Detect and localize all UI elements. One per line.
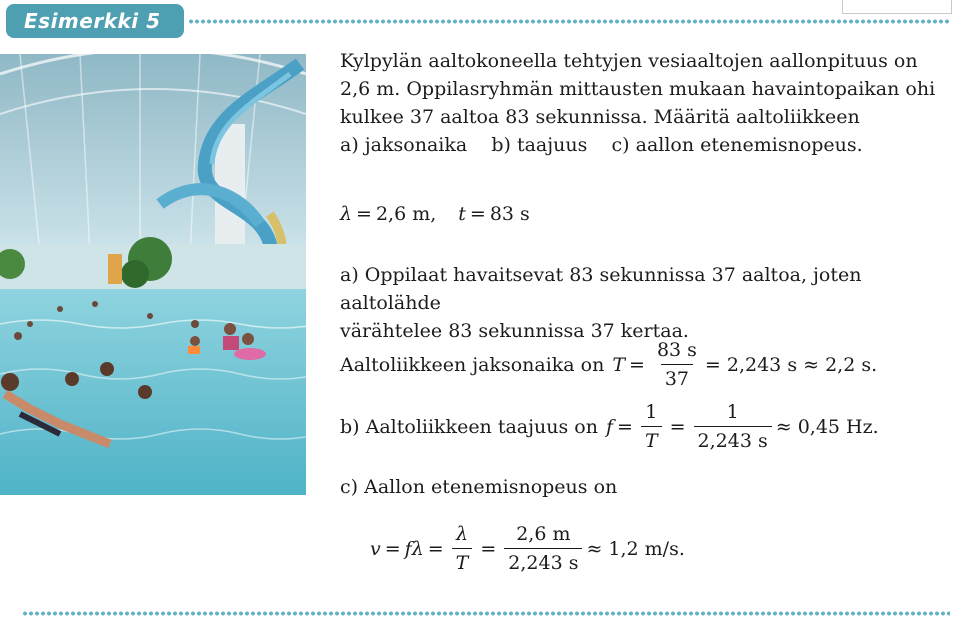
period-result: = 2,243 s ≈ 2,2 s. [704, 353, 878, 376]
speed-fraction-1 [452, 523, 473, 574]
speed-fraction-1-denominator: T [452, 548, 473, 574]
speed-fraction-1-numerator: λ [455, 523, 469, 545]
period-fraction-numerator: 83 s [656, 339, 697, 361]
part-c-text: c) Aallon etenemisnopeus on [340, 476, 618, 498]
part-b-formula [340, 401, 879, 452]
frequency-fraction-2-numerator: 1 [726, 401, 739, 423]
part-c-equals-1: = [384, 537, 401, 560]
part-c-equals-3: = [480, 537, 497, 560]
example-label-text: Esimerkki 5 [24, 9, 161, 33]
page-corner-frame [842, 0, 952, 14]
speed-result: ≈ 1,2 m/s. [586, 537, 685, 560]
speed-fraction-2 [504, 523, 582, 574]
water-park-photo [0, 54, 306, 495]
part-b-equals-1: = [617, 415, 633, 438]
speed-symbol: v [370, 537, 381, 560]
part-b-equals-2: = [669, 415, 686, 438]
frequency-fraction-1-denominator: T [641, 426, 662, 452]
problem-text [340, 47, 935, 159]
period-fraction-denominator: 37 [661, 364, 693, 390]
part-c-formula [370, 523, 685, 574]
part-a-line-1: a) Oppilaat havaitsevat 83 sekunnissa 37 aaltoa, joten aaltolähde [340, 264, 862, 314]
frequency-fraction-2-denominator: 2,243 s [694, 426, 772, 452]
problem-line-2: 2,6 m. Oppilasryhmän mittausten mukaan havaintopaikan ohi [340, 78, 936, 100]
frequency-fraction-2 [694, 401, 772, 452]
problem-line-3: kulkee 37 aaltoa 83 sekunnissa. Määritä aaltoliikkeen [340, 106, 860, 128]
speed-fraction-2-numerator: 2,6 m [516, 523, 571, 545]
part-a-equals: = [629, 353, 645, 376]
frequency-fraction-1-numerator: 1 [645, 401, 658, 423]
footer-divider [22, 611, 950, 616]
part-c-text-line [340, 476, 617, 498]
header-divider [188, 19, 950, 24]
problem-line-1: Kylpylän aaltokoneella tehtyjen vesiaaltojen aallonpituus on [340, 50, 918, 72]
example-label [6, 4, 184, 38]
t-symbol: t [458, 203, 466, 225]
given-equals-2: = [469, 203, 486, 225]
speed-fraction-2-denominator: 2,243 s [504, 548, 582, 574]
given-equals-1: = [356, 203, 372, 225]
part-b-text: b) Aaltoliikkeen taajuus on [340, 415, 598, 438]
t-value: 83 s [489, 203, 530, 225]
frequency-fraction-1 [641, 401, 662, 452]
frequency-symbol: f [605, 415, 614, 438]
part-a-formula-text: Aaltoliikkeen jaksonaika on [340, 353, 605, 376]
part-c-equals-2: = [427, 537, 444, 560]
part-a-line-2: värähtelee 83 sekunnissa 37 kertaa. [340, 320, 689, 342]
lambda-symbol: λ [340, 203, 353, 225]
problem-line-4: a) jaksonaika b) taajuus c) aallon etenemisnopeus. [340, 134, 863, 156]
period-fraction [653, 339, 701, 390]
period-symbol: T [612, 353, 626, 376]
frequency-result: ≈ 0,45 Hz. [775, 415, 879, 438]
part-a-formula [340, 339, 877, 390]
given-values [340, 203, 530, 225]
part-a-text [340, 261, 960, 345]
f-lambda-product: fλ [404, 537, 424, 560]
lambda-value: 2,6 m, [375, 203, 437, 225]
